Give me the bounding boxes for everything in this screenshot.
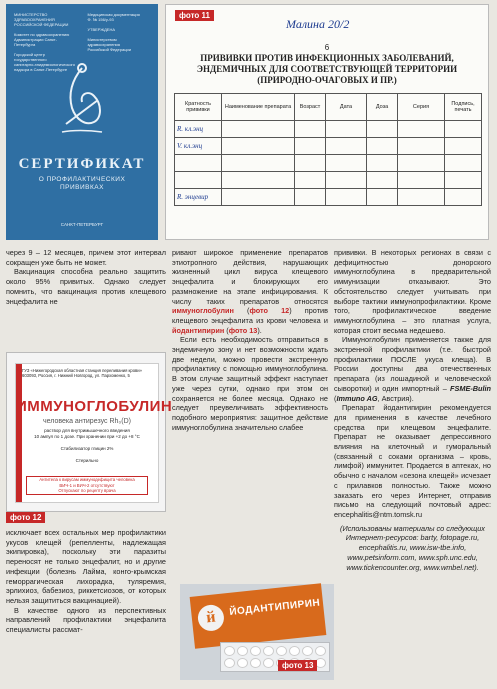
middle-column bbox=[172, 248, 328, 432]
col-header: Серия bbox=[398, 94, 445, 121]
vaccination-record-photo bbox=[165, 4, 489, 240]
table-cell bbox=[445, 189, 482, 206]
table-row bbox=[175, 138, 482, 155]
tablet bbox=[302, 646, 313, 656]
paragraph: прививки. В некоторых регионах в связи с дефицитностью донорского иммуноглобулина в предварительной иммунизации отказывают. Это обстоятельство следует учитывать при выборе тактики иммунопрофилактики. Кроме того, профилактическое введение иммуноглобулина – это платная услуга, которая стоит весьма недешево. bbox=[334, 248, 491, 335]
table-cell bbox=[222, 155, 295, 172]
tablet bbox=[250, 658, 261, 668]
paragraph bbox=[172, 248, 328, 335]
table-cell bbox=[398, 155, 445, 172]
photo-13-tag: фото 13 bbox=[278, 660, 317, 671]
paragraph: через 9 – 12 месяцев, причем этот интервал сокращен уже быть не может. bbox=[6, 248, 166, 267]
table-cell bbox=[222, 189, 295, 206]
vaccination-emblem-icon bbox=[42, 60, 122, 140]
tablet bbox=[263, 646, 274, 656]
certificate-footer: САНКТ-ПЕТЕРБУРГ bbox=[60, 222, 104, 227]
photo-12-tag: фото 12 bbox=[6, 512, 45, 523]
table-row bbox=[175, 155, 482, 172]
table-cell: V. кл.энц bbox=[175, 138, 222, 155]
table-cell bbox=[295, 155, 326, 172]
text-run: ). bbox=[257, 325, 262, 335]
table-cell bbox=[445, 138, 482, 155]
tablet bbox=[237, 646, 248, 656]
table-cell bbox=[398, 189, 445, 206]
photo-11-tag: фото 11 bbox=[175, 10, 214, 21]
text-run: Иммуноглобулин применяется также для экстренной профилактики (т.е. быстрой профилактики ПОСЛЕ укуса клеща). В России доступны два отечественных препарата (из лошадиной и человеческой сыворотки) и один импортный – bbox=[334, 335, 491, 393]
tablet bbox=[263, 658, 274, 668]
tablet bbox=[224, 658, 235, 668]
tablet bbox=[276, 646, 287, 656]
iodantipyrin-package bbox=[190, 583, 327, 649]
table-cell bbox=[175, 155, 222, 172]
text-run: ривают широкое применение препаратов этиотропного действия, нарушающих жизненный цикл вируса клещевого энцефалита и блокирующих его размножение на этапе инфицирования. К числу таких препаратов относятся bbox=[172, 248, 328, 306]
photo-ref: фото 13 bbox=[228, 325, 258, 335]
vaccination-table-header bbox=[175, 94, 482, 121]
tablet bbox=[315, 646, 326, 656]
paragraph: Вакцинация способна реально защитить около 95% привитых. Однако следует помнить, что вакцинация против клещевого энцефалита не bbox=[6, 267, 166, 306]
record-page-number: 6 bbox=[324, 43, 330, 52]
table-cell bbox=[295, 138, 326, 155]
text-run: ( bbox=[224, 325, 229, 335]
table-cell bbox=[367, 121, 398, 138]
table-cell bbox=[295, 172, 326, 189]
text-run: ( bbox=[334, 393, 337, 403]
manufacturer-name: Immuno AG bbox=[336, 393, 378, 403]
table-row bbox=[175, 172, 482, 189]
table-cell bbox=[367, 172, 398, 189]
highlight-iodantipyrin: йодантипирин bbox=[172, 325, 225, 335]
table-cell bbox=[222, 121, 295, 138]
immunoglobulin-package bbox=[15, 363, 173, 503]
table-cell bbox=[398, 121, 445, 138]
certificate-header-left: МИНИСТЕРСТВО ЗДРАВООХРАНЕНИЯ РОССИЙСКОЙ ФЕДЕРАЦИИ Комитет по здравоохранению Администрации Санкт-Петербурга Городской центр государственного санитарно-эпидемиологического надзора в Санкт-Петербурге bbox=[14, 12, 76, 72]
table-cell bbox=[445, 155, 482, 172]
text-run: ( bbox=[233, 306, 250, 316]
immunoglobulin-box-photo bbox=[6, 352, 173, 512]
package-subbrand: человека антирезус Rh₀(D) bbox=[42, 418, 132, 425]
left-column-bottom bbox=[6, 528, 166, 635]
col-header: Доза bbox=[367, 94, 398, 121]
paragraph: Препарат йодантипирин рекомендуется для применения в качестве лечебного средства при клещевом энцефалите. Препарат не оказывает депрессивного влияния на клеточный и гуморальный (связанный с соками организма – кровь, лимфой) иммунитет. Продается в аптеках, но обычно с началом «сезона клещей» исчезает с прилавков полностью. Также можно заказать его через Интернет, отправив письмо на следующий почтовый адрес: encephalitis@ntm.tomsk.ru bbox=[334, 403, 491, 519]
paragraph: исключает всех остальных мер профилактики укусов клещей (репелленты, надлежащая экипировка), поскольку эти паразиты переносят не только энцефалит, но и другие инфекции (болезнь Лайма, конго-крымская геморрагическая лихорадка, туляремия, эрлихиоз, бабезиоз, риккетсиозов, от которых нельзя защититься вакцинацией). bbox=[6, 528, 166, 605]
table-cell bbox=[222, 172, 295, 189]
sources-note: (Использованы материалы со следующих Интернет-ресурсов: barty, fotopage.ru, encephalitis.ru, www.isw-tbe.info, www.petsinform.com, www.sph.unc.edu, www.tickencounter.org, www.wmbel.net). bbox=[340, 523, 485, 572]
paragraph: Если есть необходимость отправиться в эндемичную зону и нет возможности ждать две недели, можно провести экстренную профилактику с помощью иммуноглобулина. В этом случае защитный эффект наступает уже через сутки, однако при этом он сохраняется не более месяца. Однако не следует преувеличивать эффективность подобного мероприятия: защитное действие иммуноглобулина значительно слабее bbox=[172, 335, 328, 432]
table-cell bbox=[326, 138, 367, 155]
table-row bbox=[175, 121, 482, 138]
table-cell bbox=[175, 172, 222, 189]
table-cell: R. кл.энц bbox=[175, 121, 222, 138]
table-cell bbox=[367, 138, 398, 155]
table-cell bbox=[326, 121, 367, 138]
tablet bbox=[289, 646, 300, 656]
table-cell bbox=[367, 155, 398, 172]
table-cell bbox=[222, 138, 295, 155]
table-cell bbox=[445, 172, 482, 189]
handwritten-note: Малина 20/2 bbox=[286, 17, 350, 31]
package-manufacturer: ГУЗ «Нижегородская областная станция переливания крови» 603093, Россия, г. Нижний Новгород, ул. Пархоменко, 5 bbox=[22, 368, 142, 378]
package-brand: ИММУНОГЛОБУЛИН bbox=[16, 398, 173, 415]
text-run: ) против клещевого энцефалита из крови человека и bbox=[172, 306, 328, 325]
table-cell bbox=[398, 172, 445, 189]
text-run: , Австрия). bbox=[377, 393, 414, 403]
col-header: Дата bbox=[326, 94, 367, 121]
package-stripe bbox=[16, 364, 22, 502]
col-header: Наименование препарата bbox=[222, 94, 295, 121]
tablet bbox=[224, 646, 235, 656]
col-header: Подпись, печать bbox=[445, 94, 482, 121]
certificate-header-right: Медицинская документация Ф. № 156/у-93 УТВЕРЖДЕНА Министерством здравоохранения Российской Федерации bbox=[87, 12, 140, 52]
package-warning: Антитела к вирусам иммунодефицита человека ВИЧ-1 и ВИЧ-2 отсутствуют Отпускают по рецепту врача bbox=[26, 476, 148, 495]
photo-ref: фото 12 bbox=[249, 306, 290, 316]
table-cell: R. энцевир bbox=[175, 189, 222, 206]
table-cell bbox=[367, 189, 398, 206]
highlight-immunoglobulin: иммуноглобулин bbox=[172, 306, 234, 316]
col-header: Возраст bbox=[295, 94, 326, 121]
table-cell bbox=[326, 155, 367, 172]
paragraph: В качестве одного из перспективных направлений профилактики энцефалита специалисты рассмат- bbox=[6, 605, 166, 635]
table-cell bbox=[326, 172, 367, 189]
table-row bbox=[175, 189, 482, 206]
tablet bbox=[237, 658, 248, 668]
table-cell bbox=[398, 138, 445, 155]
table-cell bbox=[326, 189, 367, 206]
col-header: Кратность прививки bbox=[175, 94, 222, 121]
right-column bbox=[334, 248, 491, 572]
table-cell bbox=[445, 121, 482, 138]
certificate-title: СЕРТИФИКАТ bbox=[18, 156, 146, 172]
record-title: ПРИВИВКИ ПРОТИВ ИНФЕКЦИОННЫХ ЗАБОЛЕВАНИЙ, ЭНДЕМИЧНЫХ ДЛЯ СООТВЕТСТВУЮЩЕЙ ТЕРРИТОРИИ (ПРИРОДНО-ОЧАГОВЫХ И ПР.) bbox=[196, 53, 458, 85]
table-cell bbox=[295, 121, 326, 138]
iodantipyrin-logo-icon: й bbox=[197, 604, 226, 633]
paragraph bbox=[334, 335, 491, 403]
certificate-subtitle: О ПРОФИЛАКТИЧЕСКИХ ПРИВИВКАХ bbox=[38, 176, 126, 191]
drug-name: FSME-Bulin bbox=[450, 383, 491, 393]
left-column-top bbox=[6, 248, 166, 306]
package-details: раствор для внутримышечного введения 10 ампул по 1 дозе. При хранении при +2 до +8 °С Стабилизатор глицин 2% Стерильно bbox=[34, 428, 140, 463]
tablet bbox=[250, 646, 261, 656]
table-cell bbox=[295, 189, 326, 206]
certificate-cover bbox=[6, 4, 158, 240]
iodantipyrin-name: ЙОДАНТИПИРИН bbox=[228, 597, 321, 618]
vaccination-table bbox=[174, 93, 482, 206]
